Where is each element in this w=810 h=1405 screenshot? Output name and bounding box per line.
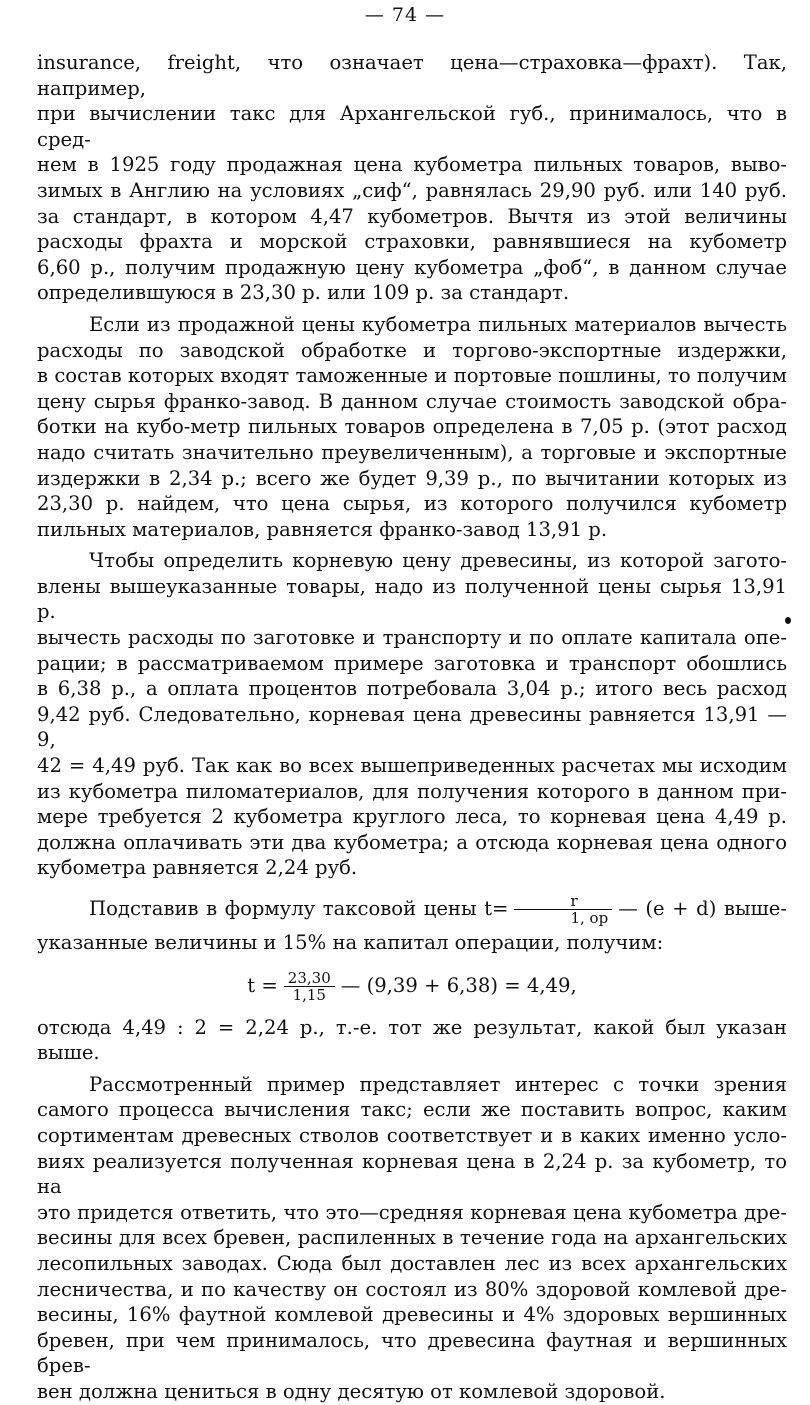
fraction-numerator: 23,30 [284, 970, 335, 987]
text-line: расходы фрахта и морской страховки, равнявшиеся на кубометр [37, 230, 787, 254]
formula-lead-text: t = [247, 973, 278, 997]
text-line: Чтобы определить корневую цену древесины, из которой загото- [89, 549, 787, 573]
result-line: отсюда 4,49 : 2 = 2,24 р., т.-е. тот же результат, какой был указан выше. [37, 1015, 787, 1065]
text-line: зимых в Англию на условиях „сиф“, равнялась 29,90 руб. или 140 руб. [37, 178, 787, 202]
paragraph-2 [37, 312, 787, 542]
text-line: Рассмотренный пример представляет интерес с точки зрения [89, 1072, 787, 1096]
fraction-denominator: 1,15 [292, 985, 326, 1004]
paragraph-4 [37, 893, 787, 956]
text-line: нем в 1925 году продажная цена кубометра пильных товаров, выво- [37, 153, 787, 177]
text-line: из кубометра пиломатериалов, для получения которого в данном при- [37, 779, 787, 803]
text-line: бревен, при чем принималось, что древесина фаутная и вершинных брев- [37, 1328, 787, 1378]
text-line: вен должна цениться в одну десятую от комлевой здоровой. [37, 1379, 666, 1403]
formula-tail-text: — (9,39 + 6,38) = 4,49, [340, 973, 577, 997]
text-line: кубометра равняется 2,24 руб. [37, 856, 358, 880]
fraction-numerator: r [514, 893, 612, 910]
text-line: ботки на кубо-метр пильных товаров определена в 7,05 р. (этот расход [37, 415, 787, 439]
text-line: вычесть расходы по заготовке и транспорту и по оплате капитала опе- [37, 626, 787, 650]
paragraph-1 [37, 50, 787, 306]
text-line: должна оплачивать эти два кубометра; а отсюда корневая цена одного [37, 830, 787, 854]
text-line: сортиментам древесных стволов соответствует и в каких именно усло- [37, 1123, 787, 1147]
text-line: Если из продажной цены кубометра пильных материалов вычесть [89, 312, 787, 336]
paragraph-3 [37, 548, 787, 881]
text-line: 42 = 4,49 руб. Так как во всех вышеприведенных расчетах мы исходим [37, 754, 787, 778]
text-line: 23,30 р. найдем, что цена сырья, из которого получился кубометр [37, 492, 787, 516]
formula-intro-line [37, 893, 787, 926]
text-line: влены вышеуказанные товары, надо из полученной цены сырья 13,91 р. [37, 574, 787, 624]
text-line: весины для всех бревен, распиленных в течение года на архангельских [37, 1226, 787, 1250]
page-body [37, 50, 787, 1405]
text-line: самого процесса вычисления такс; если же поставить вопрос, каким [37, 1098, 787, 1122]
calculation-formula [37, 970, 787, 1003]
text-line: лесничества, и по качеству он состоял из 80% здоровой комлевой дре- [37, 1277, 787, 1301]
text-line: издержки в 2,34 р.; всего же будет 9,39 р., по вычитании которых из [37, 466, 787, 490]
text-line: пильных материалов, равняется франко-завод 13,91 р. [37, 517, 608, 541]
text-line: при вычислении такс для Архангельской губ., принималось, что в сред- [37, 102, 787, 151]
text-line: указанные величины и 15% на капитал операции, получим: [37, 931, 664, 954]
page-number: — 74 — [364, 4, 446, 26]
text-line: в состав которых входят таможенные и портовые пошлины, то получим [37, 364, 787, 388]
text-line: виях реализуется полученная корневая цена в 2,24 р. за кубометр, то на [37, 1149, 787, 1199]
text-line: мере требуется 2 кубометра круглого леса, то корневая цена 4,49 р. [37, 805, 787, 829]
text-line: это придется ответить, что это—средняя корневая цена кубометра дре- [37, 1200, 787, 1224]
text-line: 9,42 руб. Следовательно, корневая цена древесины равняется 13,91 — 9, [37, 702, 787, 752]
ink-blot-mark [785, 617, 791, 624]
formula-lead-text: Подставив в формулу таксовой цены t= [89, 897, 509, 920]
text-line: insurance, freight, что означает цена—страховка—фрахт). Так, например, [37, 51, 787, 100]
text-line: надо считать значительно преувеличенным), а торговые и экспортные [37, 440, 787, 464]
fraction-denominator: 1, op [570, 909, 609, 927]
text-line: рации; в рассматриваемом примере заготовка и транспорт обошлись [37, 651, 787, 675]
text-line: лесопильных заводах. Сюда был доставлен лес из всех архангельских [37, 1251, 787, 1275]
text-line: за стандарт, в котором 4,47 кубометров. Вычтя из этой величины [37, 204, 787, 228]
formula-tail-text: — (e + d) выше- [618, 897, 787, 920]
text-line: цену сырья франко-завод. В данном случае стоимость заводской обра- [37, 389, 787, 413]
text-line: в 6,38 р., а оплата процентов потребовала 3,04 р.; итого весь расход [37, 677, 787, 701]
tax-price-fraction [514, 893, 612, 926]
paragraph-6 [37, 1072, 787, 1405]
text-line: расходы по заводской обработке и торгово-экспортные издержки, [37, 338, 787, 362]
text-line: определившуюся в 23,30 р. или 109 р. за стандарт. [37, 281, 570, 305]
calculation-fraction [284, 970, 335, 1003]
text-line: весины, 16% фаутной комлевой древесины и 4% здоровых вершинных [37, 1303, 787, 1327]
text-line: 6,60 р., получим продажную цену кубометра „фоб“, в данном случае [37, 255, 787, 279]
